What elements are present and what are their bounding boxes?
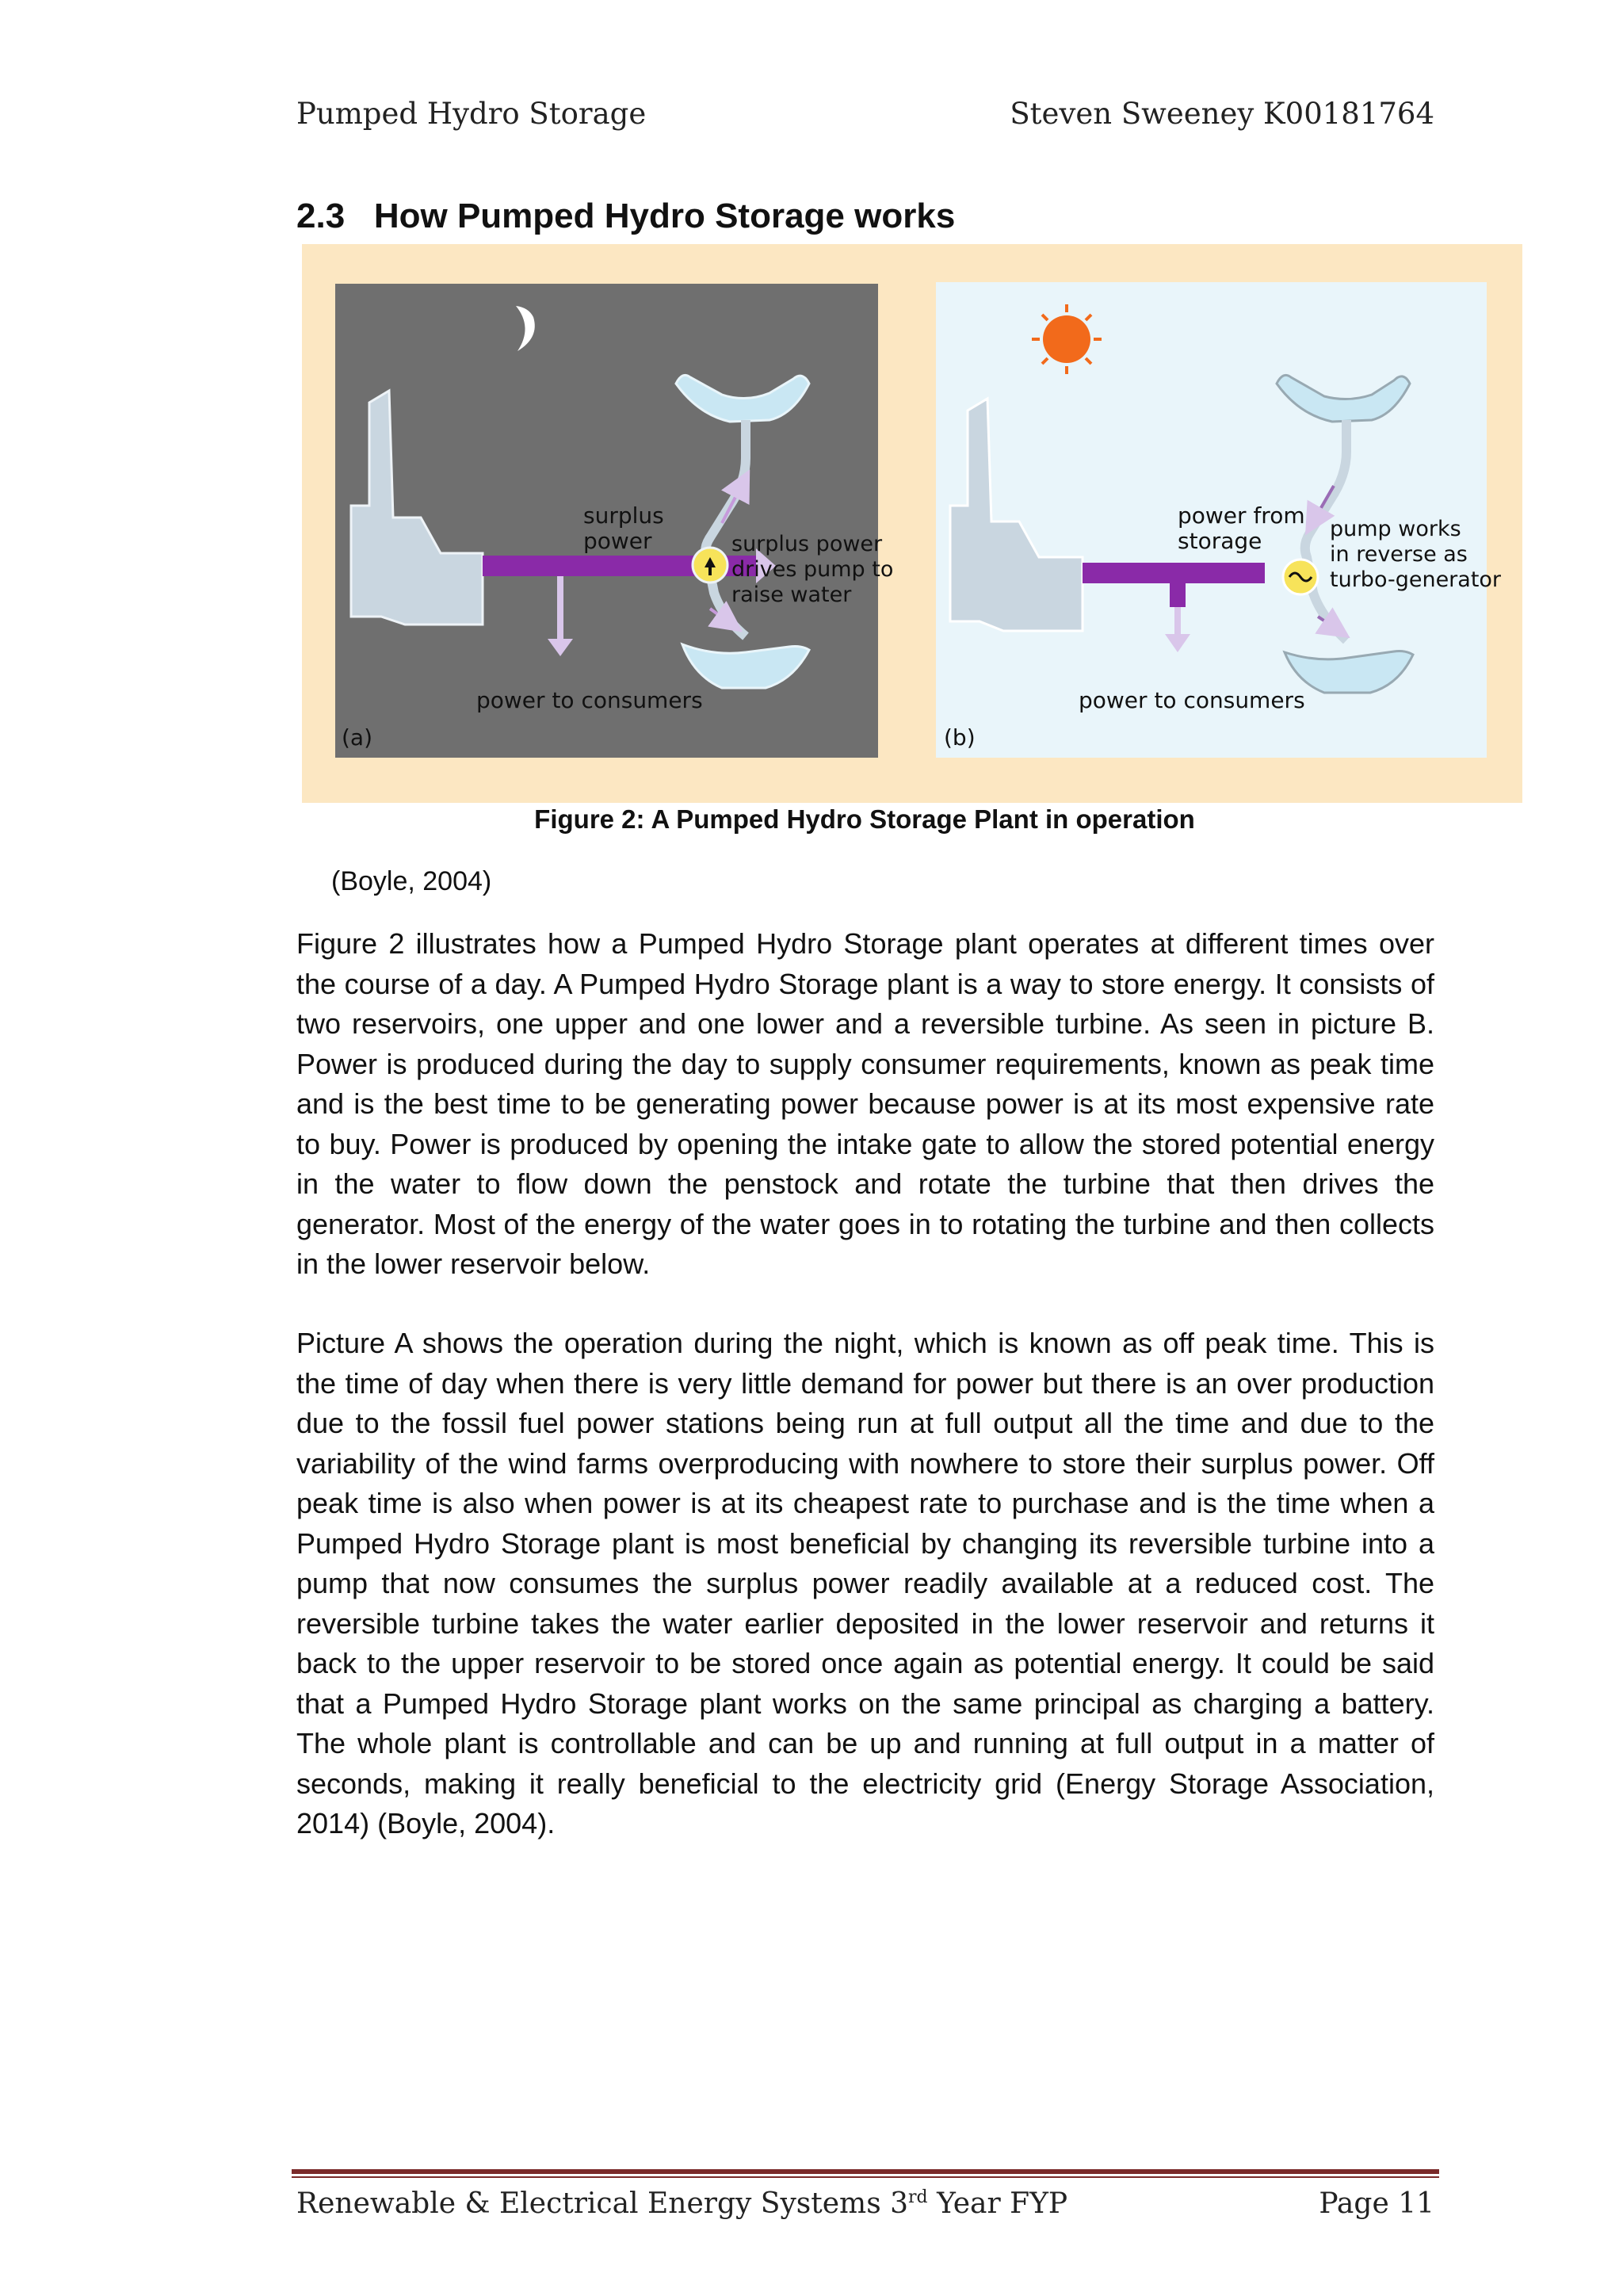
label-power-to-consumers-b: power to consumers: [1079, 687, 1305, 713]
panel-a-night: [335, 284, 900, 758]
panel-a-label: (a): [342, 724, 373, 751]
body-paragraph-2: Picture A shows the operation during the night, which is known as off peak time. This is the time of day when there is very little demand for power but there is an over production due to the fossil fuel power stations being run at full output all the time and due to the variability of the wind farms overproducing with nowhere to store their surplus power. Off peak time is also when power is at its cheapest rate to purchase and is the time when a Pumped Hydro Storage plant is most beneficial by changing its reversible turbine into a pump that now consumes the surplus power readily available at a reduced cost. The reversible turbine takes the water earlier deposited in the lower reservoir and returns it back to the upper reservoir to be stored once again as potential energy. It could be said that a Pumped Hydro Storage plant works on the same principal as charging a battery. The whole plant is controllable and can be up and running at full output in a matter of seconds, making it really beneficial to the electricity grid (Energy Storage Association, 2014) (Boyle, 2004).: [296, 1327, 1434, 1839]
label-drives-pump: surplus power drives pump to raise water: [731, 532, 894, 607]
running-footer-course: Renewable & Electrical Energy Systems 3rd Year FYP: [296, 2187, 1068, 2220]
label-pump-reverse: pump works in reverse as turbo-generator: [1330, 517, 1502, 592]
power-line-b-drop: [1170, 583, 1186, 607]
consumer-branch: [557, 576, 563, 640]
label-power-from-storage: power from storage: [1178, 502, 1305, 554]
power-line-b: [1083, 563, 1265, 583]
figure-diagram: [302, 244, 1522, 803]
panel-b-label: (b): [944, 724, 976, 751]
section-heading: 2.3 How Pumped Hydro Storage works: [296, 197, 956, 235]
body-paragraph-1: Figure 2 illustrates how a Pumped Hydro Storage plant operates at different times over the course of a day. A Pumped Hydro Storage plant is a way to store energy. It consists of two reservoirs, one upper and one lower and a reversible turbine. As seen in picture B. Power is produced during the day to supply consumer requirements, known as peak time and is the best time to be generating power because power is at its most expensive rate to buy. Power is produced by opening the intake gate to allow the stored potential energy in the water to flow down the penstock and rotate the turbine that then drives the generator. Most of the energy of the water goes in to rotating the turbine and then collects in the lower reservoir below.: [296, 927, 1434, 1280]
panel-b-day: [936, 282, 1502, 758]
page-number: Page 11: [1319, 2187, 1434, 2220]
footer-rule-thin: [292, 2176, 1439, 2178]
label-power-to-consumers-a: power to consumers: [476, 687, 703, 713]
figure-citation: (Boyle, 2004): [331, 866, 492, 896]
label-surplus-power: surplus power: [583, 502, 664, 554]
pumped-hydro-figure: [302, 244, 1522, 803]
running-header-title: Pumped Hydro Storage: [296, 97, 647, 131]
figure-caption: Figure 2: A Pumped Hydro Storage Plant in operation: [534, 804, 1195, 834]
running-header-author: Steven Sweeney K00181764: [1010, 97, 1434, 131]
consumer-branch-b: [1174, 607, 1181, 635]
footer-rule: [292, 2169, 1439, 2174]
